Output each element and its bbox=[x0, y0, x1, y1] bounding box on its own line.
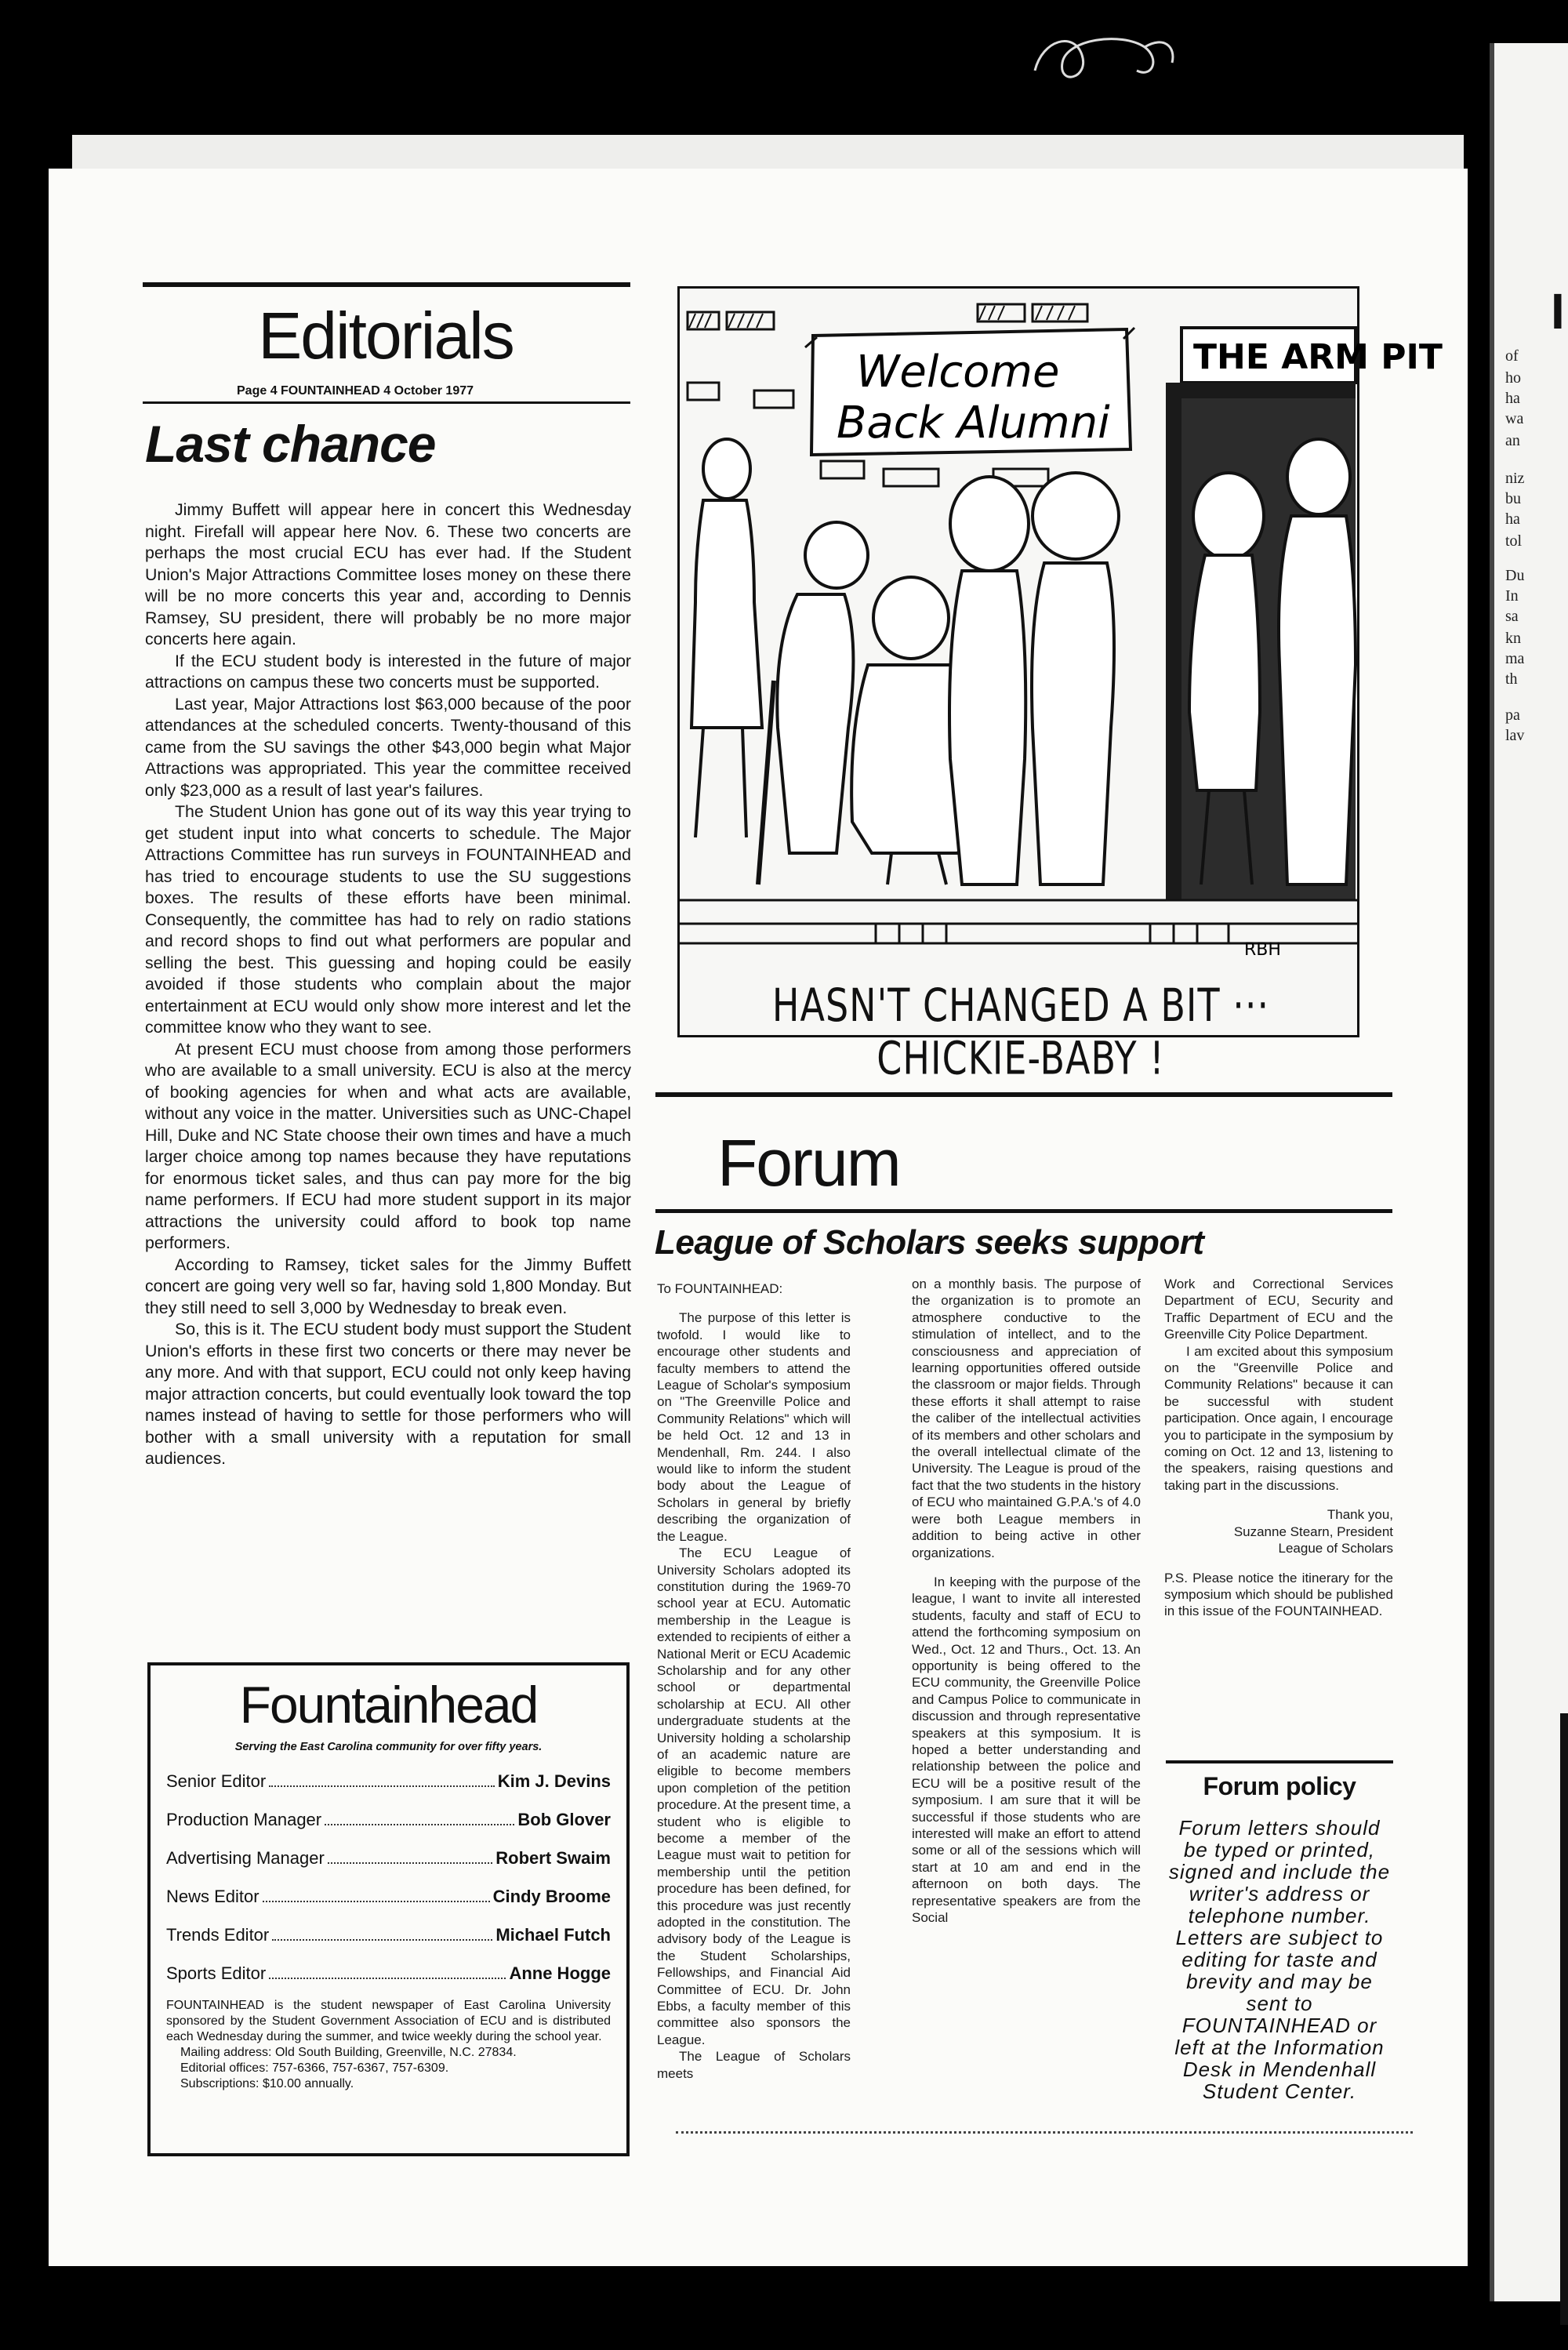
letter-signer: Suzanne Stearn, President bbox=[1233, 1524, 1393, 1539]
forum-title: Forum bbox=[717, 1126, 900, 1200]
letter-paragraph: The ECU League of University Scholars adopted its constitution during the 1969-70 school year at ECU. Automatic membership in the League is extended to recipients of either a National Merit or ECU Academic Scholarship and for any other school or departmental scholarship at ECU. All other undergraduate students at the University holding a scholarship of an academic nature are eligible to become members upon completion of the petition procedure. At the present time, a student who is eligible to become a member of the League must wait to petition for membership until the petition procedure has been defined, for this procedure was just recently adopted in the constitution. The advisory body of the League is the Student Scholarships, Fellowships, and Financial Aid Committee of ECU. Dr. John Ebbs, a faculty member of this committee also sponsors the League. bbox=[657, 1545, 851, 2047]
adjacent-text-fragment: kn bbox=[1505, 630, 1521, 647]
letter-paragraph: Work and Correctional Services Department of ECU, Security and Traffic Department of ECU and the Greenville City Police Department. bbox=[1164, 1277, 1393, 1342]
letter-column-2 bbox=[912, 1276, 1141, 1926]
letter-salutation: To FOUNTAINHEAD: bbox=[657, 1281, 783, 1296]
editorial-headline: Last chance bbox=[145, 415, 436, 473]
letter-paragraph: I am excited about this symposium on the "Greenville Police and Community Relations" because it can be successful with student participation. Once again, I encourage you to participate in the symposium by coming on Oct. 12 and 13, listening to the speakers, raising questions and taking part in the discussions. bbox=[1164, 1343, 1393, 1493]
adjacent-text-fragment: pa bbox=[1505, 706, 1520, 724]
staff-row bbox=[166, 1887, 611, 1907]
adjacent-text-fragment: sa bbox=[1505, 608, 1519, 625]
editorial-paragraph: At present ECU must choose from among those performers who are available to a small university. ECU is also at the mercy of booking agencies for when and what acts are available, without any voice in the matter. Universities such as UNC-Chapel Hill, Duke and NC State choose their own times and have a much larger choice among top names because they have reputations for enormous ticket sales, and thus can pay more for the big name performers. If ECU had more student support in its major attractions the university could afford to book top name performers. bbox=[145, 1039, 631, 1252]
staff-role: Senior Editor bbox=[166, 1771, 267, 1791]
staff-name: Cindy Broome bbox=[492, 1887, 611, 1906]
editorial-paragraph: According to Ramsey, ticket sales for the Jimmy Buffett concert are going very well so far, having sold 1,800 Monday. But they still need to sell 3,000 by Wednesday to break even. bbox=[145, 1255, 631, 1317]
staff-role: Production Manager bbox=[166, 1810, 322, 1829]
adjacent-text-fragment: th bbox=[1505, 670, 1518, 688]
staff-role: Advertising Manager bbox=[166, 1848, 325, 1868]
staff-role: News Editor bbox=[166, 1887, 260, 1906]
adjacent-text-fragment: ha bbox=[1505, 390, 1520, 407]
staff-name: Bob Glover bbox=[517, 1810, 611, 1829]
editorial-paragraph: Last year, Major Attractions lost $63,000 because of the poor attendances at the scheduled concerts. Twenty-thousand of this came from the SU savings the other $43,000 begin what Major Attractions was appropriated. This year the committee received only $23,000 as a result of last year's failures. bbox=[145, 694, 631, 800]
fountainhead-tagline: Serving the East Carolina community for over fifty years. bbox=[234, 1741, 543, 1753]
staff-name: Michael Futch bbox=[495, 1925, 611, 1945]
adjacent-text-fragment: Du bbox=[1505, 567, 1525, 584]
letter-signoff: Thank you, bbox=[1327, 1507, 1393, 1523]
editorial-paragraph: So, this is it. The ECU student body must support the Student Union's efforts in these first two concerts or there may never be any more. And with that support, ECU could not only keep having major attraction concerts, but could eventually look toward the top names instead of having to settle for those performers who will bother with a small university with a reputation for small audiences. bbox=[145, 1320, 631, 1468]
pen-scribble bbox=[1027, 24, 1184, 94]
staff-role: Sports Editor bbox=[166, 1963, 267, 1983]
staff-row bbox=[166, 1771, 611, 1792]
forum-policy-title: Forum policy bbox=[1203, 1772, 1356, 1800]
letter-paragraph: on a monthly basis. The purpose of the organization is to promote an atmosphere conductive to the stimulation of intellect, and to the consciousness and appreciation of learning opportunities offered outside the classroom or major fields. Through these efforts it shall attempt to raise the caliber of the intellectual activities of its members and other scholars and the overall intellectual climate of the University. The League is proud of the fact that the two students in the history of ECU who maintained G.P.A.'s of 4.0 were both League members in addition to being active in other organizations. bbox=[912, 1277, 1141, 1560]
editorial-cartoon bbox=[677, 286, 1443, 1084]
editorial-offices: Editorial offices: 757-6366, 757-6367, 757-6309. bbox=[180, 2061, 449, 2075]
adjacent-text-fragment: tol bbox=[1505, 532, 1523, 550]
staff-role: Trends Editor bbox=[166, 1925, 270, 1945]
fountainhead-logo: Fountainhead bbox=[239, 1676, 538, 1734]
subscriptions: Subscriptions: $10.00 annually. bbox=[180, 2077, 354, 2090]
staff-row bbox=[166, 1810, 611, 1830]
editorial-paragraph: If the ECU student body is interested in the future of major attractions on campus these two concerts must be supported. bbox=[145, 651, 631, 692]
page-line: Page 4 FOUNTAINHEAD 4 October 1977 bbox=[237, 384, 474, 398]
letter-paragraph: The League of Scholars meets bbox=[657, 2049, 851, 2081]
adjacent-text-fragment: an bbox=[1505, 432, 1520, 449]
staff-row bbox=[166, 1848, 611, 1869]
banner-text-line2: Back Alumni bbox=[837, 398, 1110, 449]
letter-paragraph: The purpose of this letter is twofold. I would like to encourage other students and faculty members to attend the League of Scholar's symposium on "The Greenville Police and Community Relations" which will be held Oct. 12 and 13 in Mendenhall, Rm. 244. I also would like to inform the student body about the League of Scholars in general by briefly describing the organization of the League. bbox=[657, 1310, 851, 1544]
arm-pit-sign: THE ARM PIT bbox=[1193, 337, 1443, 377]
adjacent-heading-fragment: I bbox=[1551, 283, 1565, 340]
mailing-address: Mailing address: Old South Building, Greenville, N.C. 27834. bbox=[180, 2046, 517, 2059]
adjacent-text-fragment: ma bbox=[1505, 650, 1525, 667]
adjacent-text-fragment: ho bbox=[1505, 369, 1521, 387]
adjacent-text-fragment: bu bbox=[1505, 490, 1521, 507]
adjacent-page bbox=[1490, 43, 1568, 2301]
faded-bottom-line bbox=[676, 2131, 1413, 2159]
adjacent-text-fragment: wa bbox=[1505, 410, 1524, 427]
adjacent-text-fragment: niz bbox=[1505, 470, 1525, 487]
cartoon-drawing bbox=[680, 289, 1443, 1035]
letter-postscript: P.S. Please notice the itinerary for the symposium which should be published in this issue of the FOUNTAINHEAD. bbox=[1164, 1570, 1393, 1619]
letter-paragraph: In keeping with the purpose of the league, I want to invite all interested students, faculty and staff of ECU to attend the forthcoming symposium on Wed., Oct. 12 and Thurs., Oct. 13. An opportunity is being offered to the ECU community, the Greenville Police and Campus Police to communicate in discussion and through representative speakers at this symposium. It is hoped a better understanding and relationship between the police and ECU will be a positive result of the symposium. I am sure that it will be successful if those students who are interested will make an effort to attend some or all of the sessions which will start at 10 am and end in the afternoon on both days. The representative speakers are from the Social bbox=[912, 1574, 1141, 1926]
editorial-body bbox=[145, 499, 631, 1470]
adjacent-text-fragment: lav bbox=[1505, 727, 1525, 744]
adjacent-text-fragment: of bbox=[1505, 347, 1519, 365]
adjacent-text-fragment: In bbox=[1505, 587, 1519, 605]
editorial-paragraph: Jimmy Buffett will appear here in concert this Wednesday night. Firefall will appear here Nov. 6. These two concerts are perhaps the most crucial ECU has ever had. If the Student Union's Major Attractions Committee loses money on these there will be no more concerts this year and, according to Dennis Ramsey, SU president, there will probably be no more major concerts here again. bbox=[145, 500, 631, 648]
staff-row bbox=[166, 1963, 611, 1984]
cartoon-caption: HASN'T CHANGED A BIT ··· CHICKIE-BABY ! bbox=[771, 979, 1270, 1084]
fountainhead-staff-box bbox=[147, 1662, 630, 2156]
staff-name: Robert Swaim bbox=[495, 1848, 611, 1868]
staff-name: Kim J. Devins bbox=[497, 1771, 611, 1791]
artist-signature: RBH bbox=[1244, 940, 1281, 960]
letter-column-1 bbox=[657, 1280, 851, 2082]
staff-name: Anne Hogge bbox=[509, 1963, 611, 1983]
editorial-paragraph: The Student Union has gone out of its way this year trying to get student input into what concerts to schedule. The Major Attractions Committee has run surveys in FOUNTAINHEAD and has tried to encourage students to use the SU suggestions boxes. The results of these efforts have been minimal. Consequently, the committee has had to rely on radio stations and record shops to find out what performers are popular and selling the best. This guessing and hoping could be easily avoided if those students who complain about the major entertainment at ECU would only show more interest and let the committee know who they want to see. bbox=[145, 802, 631, 1037]
letter-signer-org: League of Scholars bbox=[1278, 1541, 1393, 1556]
forum-policy-text: Forum letters should be typed or printed, signed and include the writer's address or telephone number. Letters are subject to editing for taste and brevity and may be sent to FOUNTAINHEAD or left at the Information Desk in Mendenhall Student Center. bbox=[1168, 1816, 1391, 2103]
banner-text-line1: Welcome bbox=[856, 347, 1060, 398]
staff-row bbox=[166, 1925, 611, 1945]
fountainhead-info: FOUNTAINHEAD is the student newspaper of East Carolina University sponsored by the Student Government Association of ECU and is distributed each Wednesday during the summer, and twice weekly during the school year. bbox=[166, 1999, 611, 2043]
forum-policy-box bbox=[1166, 1772, 1393, 2117]
adjacent-text-fragment: ha bbox=[1505, 510, 1520, 528]
letter-column-3 bbox=[1164, 1276, 1393, 1620]
forum-headline: League of Scholars seeks support bbox=[655, 1223, 1204, 1262]
section-title: Editorials bbox=[258, 299, 514, 372]
